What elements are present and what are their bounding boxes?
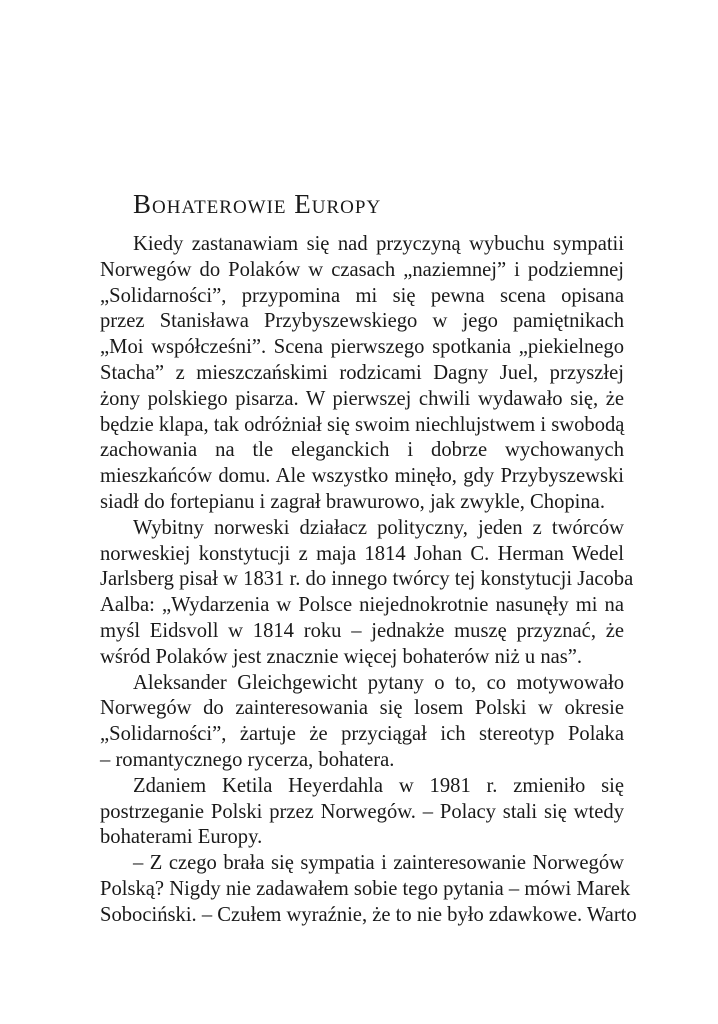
text-line: Aalba: „Wydarzenia w Polsce niejednokrotnie nasunęły mi na bbox=[100, 594, 624, 617]
text-line: – Z czego brała się sympatia i zainteresowanie Norwegów bbox=[133, 852, 624, 875]
text-line: „Moi współcześni”. Scena pierwszego spotkania „piekielnego bbox=[100, 336, 624, 359]
text-line: siadł do fortepianu i zagrał brawurowo, jak zwykle, Chopina. bbox=[100, 490, 605, 513]
text-line: „Solidarności”, przypomina mi się pewna scena opisana bbox=[100, 284, 624, 307]
text-line: Zdaniem Ketila Heyerdahla w 1981 r. zmieniło się bbox=[133, 774, 624, 797]
chapter-title: Bohaterowie Europy bbox=[133, 189, 382, 219]
text-line: „Solidarności”, żartuje że przyciągał ich stereotyp Polaka bbox=[100, 723, 624, 746]
text-line: zachowania na tle eleganckich i dobrze wychowanych bbox=[100, 439, 624, 462]
text-line: mieszkańców domu. Ale wszystko minęło, gdy Przybyszewski bbox=[100, 465, 624, 488]
text-line: Norwegów do zainteresowania się losem Polski w okresie bbox=[100, 697, 624, 720]
text-line: Sobociński. – Czułem wyraźnie, że to nie było zdawkowe. Warto bbox=[100, 903, 637, 926]
paragraph bbox=[100, 671, 624, 774]
text-line: Wybitny norweski działacz polityczny, jeden z twórców bbox=[133, 516, 624, 539]
text-line: bohaterami Europy. bbox=[100, 826, 263, 849]
text-line: Stacha” z mieszczańskimi rodzicami Dagny Juel, przyszłej bbox=[100, 361, 624, 384]
text-line: żony polskiego pisarza. W pierwszej chwili wydawało się, że bbox=[100, 387, 624, 410]
text-line: postrzeganie Polski przez Norwegów. – Polacy stali się wtedy bbox=[100, 800, 624, 823]
text-line: Kiedy zastanawiam się nad przyczyną wybuchu sympatii bbox=[133, 233, 624, 255]
text-line: wśród Polaków jest znacznie więcej bohaterów niż u nas”. bbox=[100, 645, 583, 668]
text-line: Polską? Nigdy nie zadawałem sobie tego pytania – mówi Marek bbox=[100, 877, 631, 900]
paragraph bbox=[100, 774, 624, 851]
paragraph bbox=[100, 851, 637, 928]
text-line: Jarlsberg pisał w 1831 r. do innego twórcy tej konstytucji Jacoba bbox=[100, 568, 634, 591]
paragraph bbox=[100, 516, 634, 671]
text-line: – romantycznego rycerza, bohatera. bbox=[100, 748, 395, 771]
text-line: będzie klapa, tak odróżniał się swoim niechlujstwem i swobodą bbox=[100, 413, 625, 436]
text-line: Aleksander Gleichgewicht pytany o to, co motywowało bbox=[133, 671, 624, 694]
text-line: myśl Eidsvoll w 1814 roku – jednakże muszę przyznać, że bbox=[100, 619, 624, 642]
body-text bbox=[100, 232, 637, 929]
paragraph bbox=[100, 232, 624, 516]
text-line: przez Stanisława Przybyszewskiego w jego pamiętnikach bbox=[100, 310, 624, 333]
text-line: Norwegów do Polaków w czasach „naziemnej” i podziemnej bbox=[100, 258, 624, 281]
text-line: norweskiej konstytucji z maja 1814 Johan C. Herman Wedel bbox=[100, 542, 624, 565]
